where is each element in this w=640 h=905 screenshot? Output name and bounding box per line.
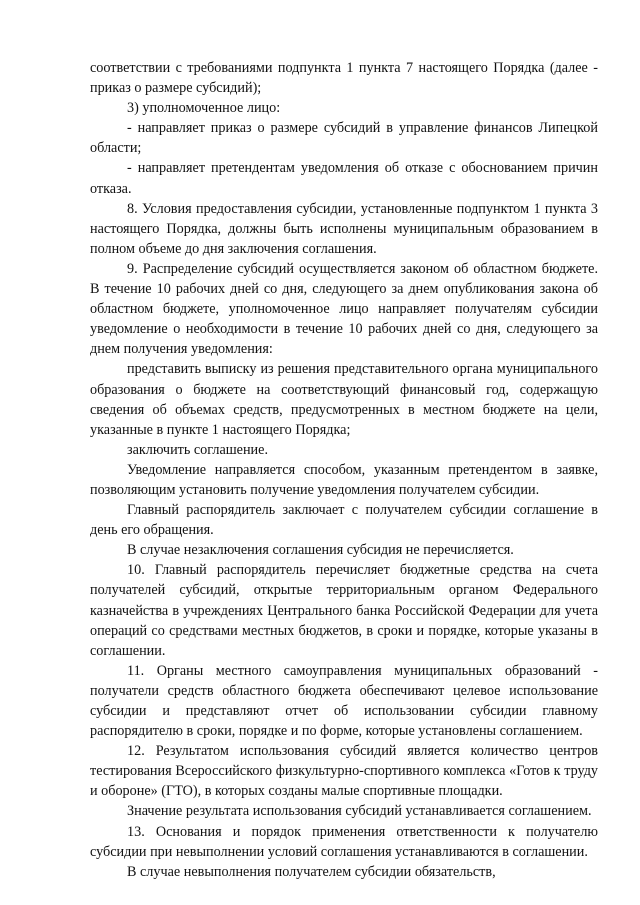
paragraph-6: 9. Распределение субсидий осуществляется законом об областном бюджете. В течение 10 рабочих дней со дня, следующего за днем опубликования закона об областном бюджете, уполномоченное лицо направляет получателям субсидии уведомление о необходимости в течение 10 рабочих дней со дня, следующего за днем получения уведомления: — [90, 260, 598, 358]
paragraph-15: Значение результата использования субсидий устанавливается соглашением. — [127, 803, 592, 820]
paragraph-11: В случае незаключения соглашения субсидия не перечисляется. — [127, 542, 514, 559]
paragraph-1: соответствии с требованиями подпункта 1 пункта 7 настоящего Порядка (далее - приказ о размере субсидий); — [90, 60, 598, 97]
document-page — [90, 58, 598, 882]
paragraph-9: Уведомление направляется способом, указанным претендентом в заявке, позволяющим установить получение уведомления получателем субсидии. — [90, 461, 598, 498]
paragraph-17: В случае невыполнения получателем субсидии обязательств, — [127, 863, 496, 880]
paragraph-7: представить выписку из решения представительного органа муниципального образования о бюджете на соответствующий финансовый год, содержащую сведения об объемах средств, предусмотренных в местном бюджете на цели, указанные в пункте 1 настоящего Порядка; — [90, 361, 598, 438]
paragraph-16: 13. Основания и порядок применения ответственности к получателю субсидии при невыполнении условий соглашения устанавливаются в соглашении. — [90, 823, 598, 860]
paragraph-10: Главный распорядитель заключает с получателем субсидии соглашение в день его обращения. — [90, 502, 598, 539]
paragraph-2: 3) уполномоченное лицо: — [127, 100, 281, 117]
paragraph-14: 12. Результатом использования субсидий является количество центров тестирования Всероссийского физкультурно-спортивного комплекса «Готов к труду и обороне» (ГТО), в которых созданы малые спортивные площадки. — [90, 743, 598, 800]
paragraph-5: 8. Условия предоставления субсидии, установленные подпунктом 1 пункта 3 настоящего Порядка, должны быть исполнены муниципальным образованием в полном объеме до дня заключения соглашения. — [90, 200, 598, 257]
paragraph-12: 10. Главный распорядитель перечисляет бюджетные средства на счета получателей субсидий, открытые территориальным органом Федерального казначейства в учреждениях Центрального банка Российской Федерации для учета операций со средствами местных бюджетов, в сроки и порядке, которые указаны в соглашении. — [90, 562, 598, 659]
paragraph-4: - направляет претендентам уведомления об отказе с обоснованием причин отказа. — [90, 160, 598, 197]
paragraph-3: - направляет приказ о размере субсидий в управление финансов Липецкой области; — [90, 120, 598, 157]
paragraph-8: заключить соглашение. — [127, 441, 268, 458]
paragraph-13: 11. Органы местного самоуправления муниципальных образований - получатели средств областного бюджета обеспечивают целевое использование субсидии и представляют отчет об использовании субсидии главному распорядителю в сроки, порядке и по форме, которые установлены соглашением. — [90, 662, 598, 740]
